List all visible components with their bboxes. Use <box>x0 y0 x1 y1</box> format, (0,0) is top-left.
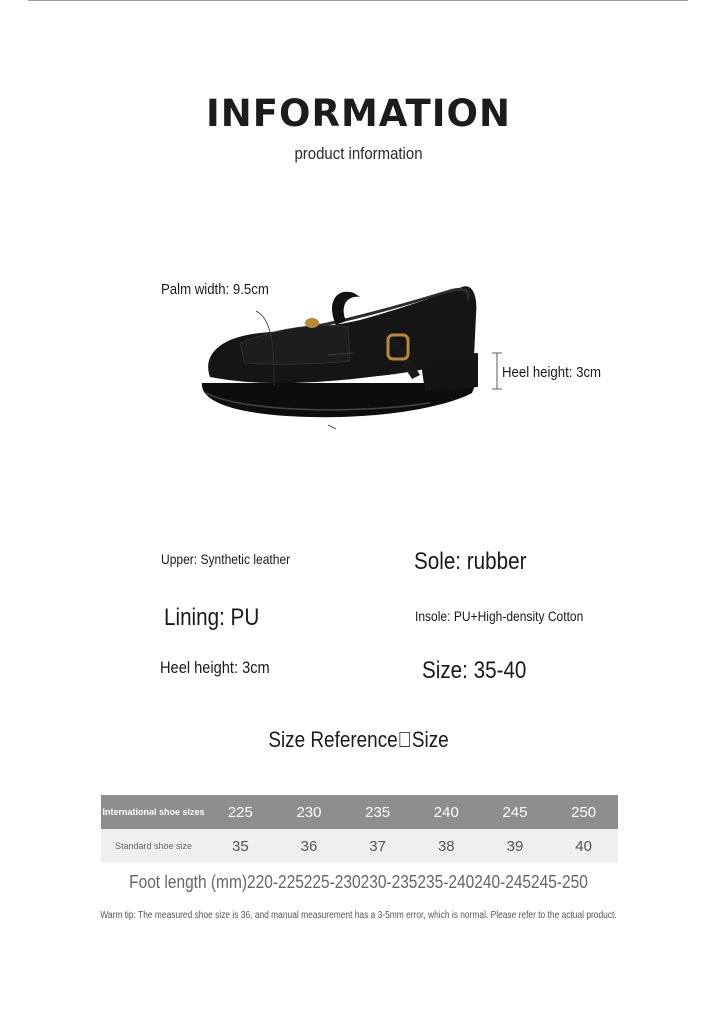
heel-height-label: Heel height: 3cm <box>502 364 602 381</box>
spec-heel-height: Heel height: 3cm <box>160 658 270 677</box>
spec-upper: Upper: Synthetic leather <box>161 551 291 567</box>
standard-size-cell: 35 <box>206 829 275 863</box>
international-size-cell: 240 <box>412 795 481 829</box>
size-table <box>101 795 618 863</box>
international-size-label: International shoe sizes <box>101 795 206 829</box>
standard-size-row <box>101 829 618 863</box>
international-size-cell: 230 <box>275 795 344 829</box>
warm-tip-text: Warm tip: The measured shoe size is 36, and manual measurement has a 3-5mm error, which is normal. Please refer to the actual product. <box>100 910 617 921</box>
standard-size-cell: 40 <box>549 829 618 863</box>
spec-insole: Insole: PU+High-density Cotton <box>415 608 584 624</box>
international-size-cell: 225 <box>206 795 275 829</box>
international-size-row <box>101 795 618 829</box>
spec-size: Size: 35-40 <box>422 657 527 684</box>
standard-size-cell: 39 <box>481 829 550 863</box>
standard-size-cell: 38 <box>412 829 481 863</box>
spec-sole: Sole: rubber <box>414 548 527 575</box>
palm-width-label: Palm width: 9.5cm <box>161 281 269 298</box>
spec-lining: Lining: PU <box>164 604 260 631</box>
international-size-cell: 250 <box>549 795 618 829</box>
size-reference-title: Size Reference Size <box>268 727 449 752</box>
standard-size-cell: 36 <box>275 829 344 863</box>
standard-size-label: Standard shoe size <box>101 829 206 863</box>
international-size-cell: 245 <box>481 795 550 829</box>
international-size-cell: 235 <box>343 795 412 829</box>
top-divider <box>28 0 688 1</box>
page-subtitle: product information <box>294 144 423 163</box>
page-title: INFORMATION <box>206 92 511 135</box>
standard-size-cell: 37 <box>343 829 412 863</box>
foot-length-text: Foot length (mm)220-225225-230230-235235-240240-245245-250 <box>129 872 588 892</box>
